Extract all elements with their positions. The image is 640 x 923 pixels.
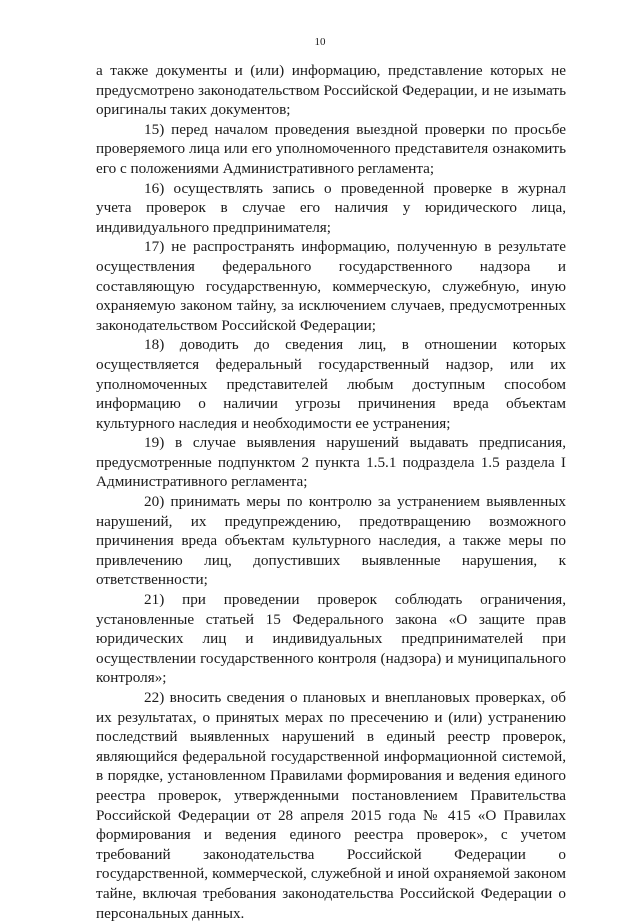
paragraph-text: перед началом проведения выездной проверки по просьбе проверяемого лица или его уполномоченного представителя ознакомить его с положениями Административного регламента; [96,120,566,177]
item-number: 20) [144,493,165,511]
item-number: 16) [144,179,165,197]
item-number: 17) [144,238,165,256]
paragraph-21 [96,590,566,688]
paragraph-19 [96,433,566,492]
paragraph-text: при проведении проверок соблюдать ограничения, установленные статьей 15 Федерального закона «О защите прав юридических лиц и индивидуальных предпринимателей при осуществлении государственного контроля (надзора) и муниципального контроля»; [96,591,567,687]
paragraph-text: принимать меры по контролю за устранением выявленных нарушений, их предупреждению, предотвращению возможного причинения вреда объектам культурного наследия, а также меры по привлечению лиц, допустивших выявленные нарушения, к ответственности; [96,493,567,589]
paragraph-18 [96,335,566,433]
paragraph-16 [96,179,566,238]
paragraph-text: в случае выявления нарушений выдавать предписания, предусмотренные подпунктом 2 пункта 1.5.1 подраздела 1.5 раздела I Административного регламента; [96,434,566,491]
paragraph-continuation [96,61,566,120]
paragraph-17 [96,237,566,335]
paragraph-text: осуществлять запись о проведенной проверке в журнал учета проверок в случае его наличия у юридического лица, индивидуального предпринимателя; [96,179,567,236]
paragraph-22 [96,688,566,923]
item-number: 21) [144,591,165,609]
paragraph-15 [96,120,566,179]
item-number: 15) [144,120,165,138]
paragraph-20 [96,492,566,590]
paragraph-text: вносить сведения о плановых и внеплановых проверках, об их результатах, о принятых мерах по пресечению и (или) устранению последствий выявленных нарушений в единый реестр проверок, являющийся федеральной государственной информационной системой, в порядке, установленном Правилами формирования и ведения единого реестра проверок, утвержденными постановлением Правительства Российской Федерации от 28 апреля 2015 года № 415 «О Правилах формирования и ведения единого реестра проверок», с учетом требований законодательства Российской Федерации о государственной, коммерческой, служебной и иной охраняемой законом тайне, включая требования законодательства Российской Федерации о персональных данных. [96,689,566,922]
item-number: 22) [144,689,165,706]
paragraph-text: доводить до сведения лиц, в отношении которых осуществляется федеральный государственный надзор, или их уполномоченных представителей любым доступным способом информацию о наличии угрозы причинения вреда объектам культурного наследия и необходимости ее устранения; [96,336,566,432]
paragraph-text: а также документы и (или) информацию, представление которых не предусмотрено законодательством Российской Федерации, и не изымать оригиналы таких документов; [96,62,566,119]
document-body [96,61,566,923]
paragraph-text: не распространять информацию, полученную в результате осуществления федерального государственного надзора и составляющую государственную, коммерческую, служебную, иную охраняемую законом тайну, за исключением случаев, предусмотренных законодательством Российской Федерации; [96,238,567,334]
page-number: 10 [314,36,326,48]
item-number: 19) [144,434,165,452]
item-number: 18) [144,336,165,354]
